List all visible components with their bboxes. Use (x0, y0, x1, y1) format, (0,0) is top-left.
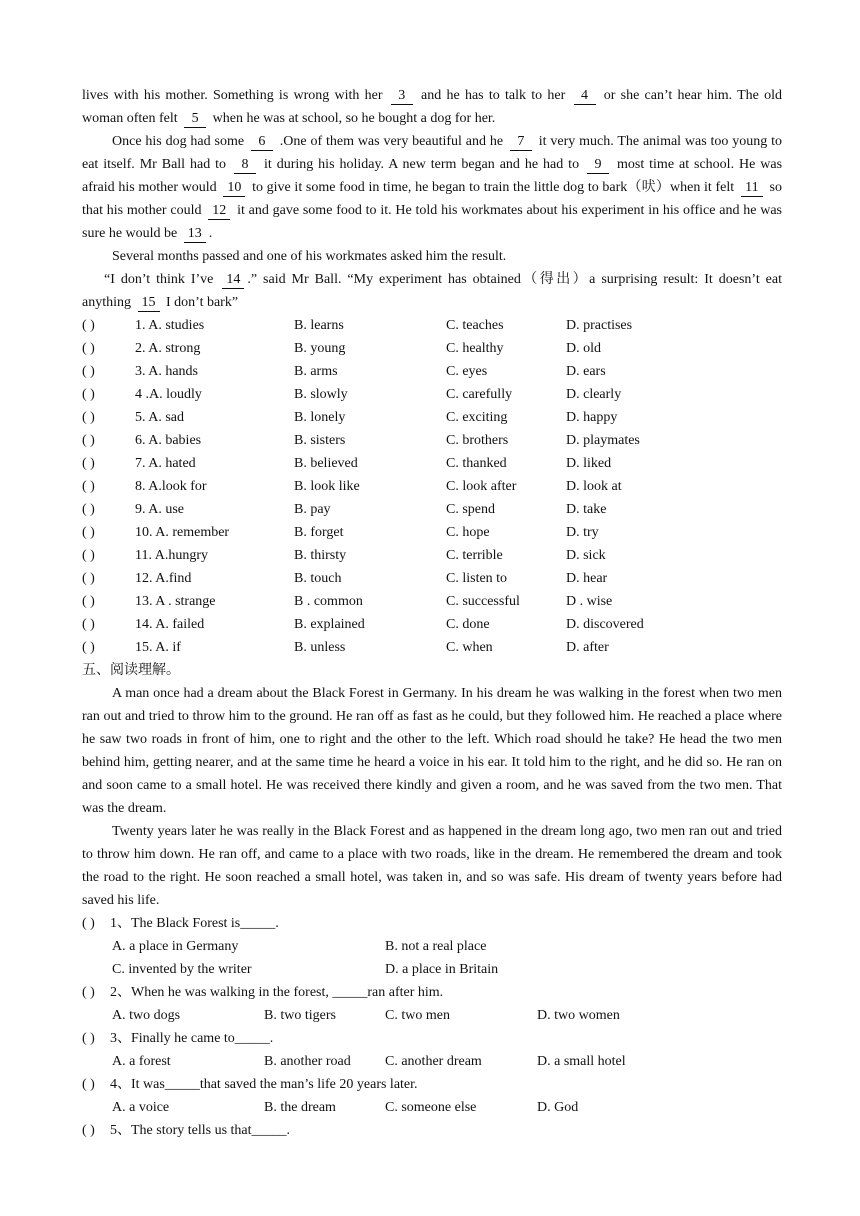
choice-row (82, 360, 782, 383)
cloze-blank-12: 12 (208, 203, 230, 220)
option-d: D. practises (566, 318, 633, 333)
cloze-text: lives with his mother. Something is wrong with her (82, 88, 383, 103)
cloze-blank-6: 6 (251, 134, 273, 151)
option-c: C. brothers (446, 433, 509, 448)
option-c: C. spend (446, 502, 495, 517)
option-d: D. old (566, 341, 601, 356)
choice-row (82, 337, 782, 360)
cloze-blank-15: 15 (138, 295, 160, 312)
cloze-choices (82, 314, 782, 659)
option-b: B. the dream (264, 1100, 336, 1115)
option-a: A. a voice (112, 1100, 170, 1115)
question-2 (82, 981, 782, 1027)
worksheet-page (82, 84, 782, 1142)
option-d: D. a place in Britain (385, 962, 499, 977)
option-c: C. someone else (385, 1100, 477, 1115)
option-d: D. take (566, 502, 607, 517)
option-b: B. arms (294, 364, 338, 379)
choice-row (82, 429, 782, 452)
option-a: 3. A. hands (135, 364, 198, 379)
option-d: D. playmates (566, 433, 640, 448)
choice-row (82, 452, 782, 475)
cloze-paragraph-2 (82, 130, 782, 245)
option-a: 7. A. hated (135, 456, 196, 471)
option-b: B. thirsty (294, 548, 347, 563)
question-text: 3、Finally he came to_____. (110, 1031, 274, 1046)
option-c: C. done (446, 617, 490, 632)
option-c: C. healthy (446, 341, 504, 356)
option-d: D. happy (566, 410, 618, 425)
option-a: A. a forest (112, 1054, 171, 1069)
option-b: B. unless (294, 640, 346, 655)
option-d: D. two women (537, 1008, 620, 1023)
answer-paren: ( ) (82, 364, 95, 379)
answer-paren: ( ) (82, 341, 95, 356)
option-a: 4 .A. loudly (135, 387, 202, 402)
option-c: C. terrible (446, 548, 503, 563)
answer-paren: ( ) (82, 433, 95, 448)
option-a: 13. A . strange (135, 594, 216, 609)
choice-row (82, 406, 782, 429)
option-c: C. another dream (385, 1054, 482, 1069)
option-b: B. touch (294, 571, 342, 586)
option-a: 15. A. if (135, 640, 181, 655)
question-1 (82, 912, 782, 981)
cloze-text: .One of them was very beautiful and he (279, 134, 504, 149)
choice-row (82, 314, 782, 337)
option-c: C. thanked (446, 456, 507, 471)
option-a: 12. A.find (135, 571, 192, 586)
cloze-paragraph-1 (82, 84, 782, 130)
section-heading: 五、阅读理解。 (82, 663, 180, 678)
answer-paren: ( ) (82, 318, 95, 333)
option-b: B. not a real place (385, 939, 487, 954)
option-a: 10. A. remember (135, 525, 230, 540)
cloze-blank-9: 9 (587, 157, 609, 174)
cloze-blank-7: 7 (510, 134, 532, 151)
choice-row (82, 521, 782, 544)
answer-paren: ( ) (82, 1077, 95, 1092)
cloze-text: .” said Mr Ball. “My experiment has obtained（得出）a surprising result: It doesn’t eat anything (82, 272, 783, 310)
cloze-text: to give it some food in time, he began to train the little dog to bark（吠）when it felt (252, 180, 735, 195)
option-d: D. God (537, 1100, 579, 1115)
option-b: B. forget (294, 525, 344, 540)
option-a: 1. A. studies (135, 318, 205, 333)
option-a: 6. A. babies (135, 433, 202, 448)
cloze-text: “I don’t think I’ve (104, 272, 214, 287)
answer-paren: ( ) (82, 456, 95, 471)
option-c: C. look after (446, 479, 517, 494)
option-d: D. hear (566, 571, 608, 586)
option-c: C. successful (446, 594, 520, 609)
choice-row (82, 590, 782, 613)
option-d: D. ears (566, 364, 606, 379)
cloze-text: so that his mother could (82, 180, 782, 218)
choice-row (82, 567, 782, 590)
option-c: C. hope (446, 525, 490, 540)
answer-paren: ( ) (82, 617, 95, 632)
option-c: C. exciting (446, 410, 508, 425)
answer-paren: ( ) (82, 640, 95, 655)
choice-row (82, 544, 782, 567)
option-b: B. another road (264, 1054, 351, 1069)
option-d: D. clearly (566, 387, 622, 402)
cloze-blank-5: 5 (184, 111, 206, 128)
choice-row (82, 383, 782, 406)
cloze-text: it very much. The animal was too young to eat itself. Mr Ball had to (82, 134, 783, 172)
answer-paren: ( ) (82, 479, 95, 494)
cloze-text: it during his holiday. A new term began and he had to (263, 157, 580, 172)
option-b: B. learns (294, 318, 344, 333)
answer-paren: ( ) (82, 1031, 95, 1046)
option-d: D. discovered (566, 617, 644, 632)
answer-paren: ( ) (82, 916, 95, 931)
cloze-text: and he has to talk to her (421, 88, 566, 103)
choice-row (82, 498, 782, 521)
option-a: 8. A.look for (135, 479, 207, 494)
option-d: D. look at (566, 479, 622, 494)
reading-paragraph-1: A man once had a dream about the Black Forest in Germany. In his dream he was walking in the forest when two men ran out and tried to throw him to the ground. He ran off as fast as he could, but they followed him. He reached a place where he saw two roads in front of him, one to right and the other to the left. Which road should he take? He head the two men behind him, getting nearer, and at the same time he heard a voice in his ear. It told him to the right, and he did so. He ran on and soon came to a small hotel. He was received there kindly and given a room, and he was saved from the two men. That was the dream. (82, 686, 782, 816)
cloze-blank-14: 14 (222, 272, 244, 289)
option-b: B. slowly (294, 387, 348, 402)
option-c: C. two men (385, 1008, 450, 1023)
option-b: B. lonely (294, 410, 346, 425)
option-a: A. two dogs (112, 1008, 181, 1023)
cloze-blank-10: 10 (223, 180, 245, 197)
answer-paren: ( ) (82, 502, 95, 517)
cloze-blank-3: 3 (391, 88, 413, 105)
cloze-paragraph-4 (82, 268, 782, 314)
option-b: B. explained (294, 617, 365, 632)
cloze-blank-11: 11 (741, 180, 763, 197)
answer-paren: ( ) (82, 525, 95, 540)
option-c: C. eyes (446, 364, 488, 379)
choice-row (82, 636, 782, 659)
cloze-text: . (208, 226, 213, 241)
answer-paren: ( ) (82, 387, 95, 402)
cloze-blank-4: 4 (574, 88, 596, 105)
answer-paren: ( ) (82, 410, 95, 425)
question-text: 2、When he was walking in the forest, _____ran after him. (110, 985, 444, 1000)
option-b: B. young (294, 341, 346, 356)
option-c: C. teaches (446, 318, 504, 333)
option-d: D. try (566, 525, 599, 540)
question-3 (82, 1027, 782, 1073)
option-d: D. liked (566, 456, 612, 471)
cloze-blank-8: 8 (234, 157, 256, 174)
reading-paragraph-2: Twenty years later he was really in the Black Forest and as happened in the dream long ago, two men ran out and tried to throw him down. He ran off, and came to a place with two roads, like in the dream. He remembered the dream and took the road to the right. He soon reached a small hotel, was taken in, and so was safe. His dream of twenty years before had saved his life. (82, 824, 782, 908)
option-b: B. sisters (294, 433, 346, 448)
answer-paren: ( ) (82, 985, 95, 1000)
cloze-text: most time at school. He was afraid his mother would (82, 157, 783, 195)
answer-paren: ( ) (82, 594, 95, 609)
option-d: D . wise (566, 594, 613, 609)
answer-paren: ( ) (82, 571, 95, 586)
answer-paren: ( ) (82, 548, 95, 563)
option-d: D. sick (566, 548, 606, 563)
choice-row (82, 613, 782, 636)
question-text: 5、The story tells us that_____. (110, 1123, 291, 1138)
cloze-text: it and gave some food to it. He told his workmates about his experiment in his office and he was sure he would be (82, 203, 783, 241)
question-4 (82, 1073, 782, 1119)
option-d: D. after (566, 640, 609, 655)
question-5 (82, 1119, 782, 1142)
option-a: 5. A. sad (135, 410, 184, 425)
option-b: B . common (294, 594, 363, 609)
option-b: B. believed (294, 456, 358, 471)
option-a: 2. A. strong (135, 341, 201, 356)
option-b: B. pay (294, 502, 331, 517)
cloze-text: I don’t bark” (166, 295, 239, 310)
option-a: 11. A.hungry (135, 548, 208, 563)
option-a: 14. A. failed (135, 617, 205, 632)
cloze-text: Once his dog had some (112, 134, 245, 149)
option-c: C. when (446, 640, 493, 655)
option-a: A. a place in Germany (112, 939, 239, 954)
choice-row (82, 475, 782, 498)
option-b: B. two tigers (264, 1008, 336, 1023)
option-c: C. listen to (446, 571, 508, 586)
option-c: C. carefully (446, 387, 513, 402)
option-a: 9. A. use (135, 502, 184, 517)
cloze-text: when he was at school, so he bought a dog for her. (212, 111, 496, 126)
question-text: 1、The Black Forest is_____. (110, 916, 279, 931)
answer-paren: ( ) (82, 1123, 95, 1138)
cloze-paragraph-3: Several months passed and one of his workmates asked him the result. (112, 249, 507, 264)
option-d: D. a small hotel (537, 1054, 626, 1069)
cloze-blank-13: 13 (184, 226, 206, 243)
question-text: 4、It was_____that saved the man’s life 20 years later. (110, 1077, 418, 1092)
cloze-text: or she can’t hear him. The old woman often felt (82, 88, 783, 126)
option-b: B. look like (294, 479, 360, 494)
option-c: C. invented by the writer (112, 962, 252, 977)
